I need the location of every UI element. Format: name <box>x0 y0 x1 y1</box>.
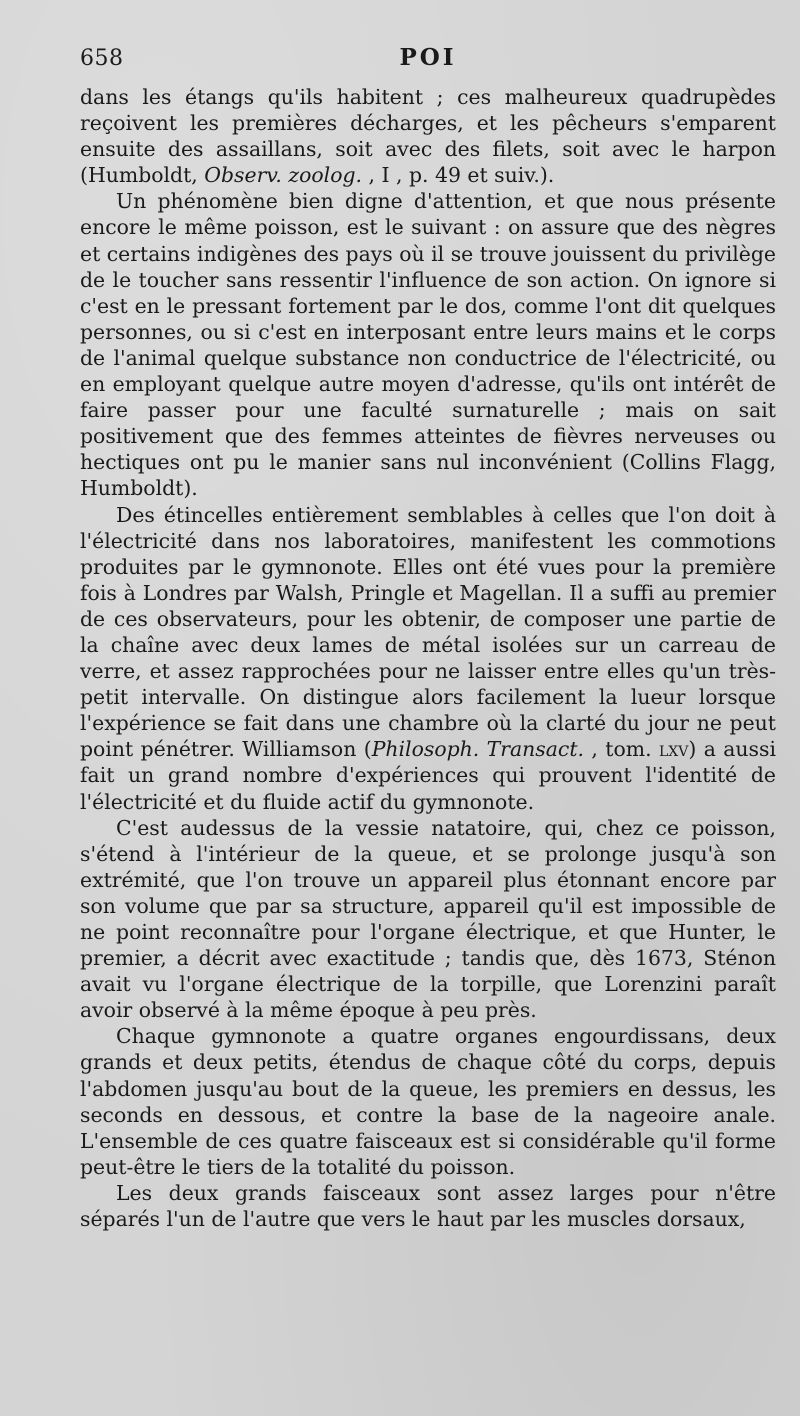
paragraph-text: C'est audessus de la vessie natatoire, qui, chez ce poisson, s'étend à l'intérieur de la queue, et se prolonge jusqu'à son extrémité, que l'on trouve un appareil plus étonnant encore par son volume que par sa structure, appareil qu'il est impossible de ne point reconnaître pour l'organe électrique, et que Hunter, le premier, a décrit avec exactitude ; tandis que, dès 1673, Sténon avait vu l'organe électrique de la torpille, que Lorenzini paraît avoir observé à la même époque à peu près. <box>80 815 776 1023</box>
paragraph-text: , I , p. 49 et suiv.). <box>362 163 555 188</box>
page-header <box>80 44 776 84</box>
paragraph-text: , tom. <box>584 737 659 762</box>
paragraph <box>80 188 776 501</box>
page-number: 658 <box>80 46 124 71</box>
paragraph <box>80 502 776 815</box>
paragraph <box>80 1180 776 1232</box>
running-head: POI <box>399 44 457 71</box>
paragraph <box>80 84 776 188</box>
paragraph-text: Un phénomène bien digne d'attention, et que nous présente encore le même poisson, est le suivant : on assure que des nègres et certains indigènes des pays où il se trouve jouissent du privilège de le toucher sans ressentir l'influence de son action. On ignore si c'est en le pressant fortement par le dos, comme l'ont dit quelques personnes, ou si c'est en interposant entre leurs mains et le corps de l'animal quelque substance non conductrice de l'électricité, ou en employant quelque autre moyen d'adresse, qu'ils ont intérêt de faire passer pour une faculté surnaturelle ; mais on sait positivement que des femmes atteintes de fièvres nerveuses ou hectiques ont pu le manier sans nul inconvénient (Collins Flagg, Humboldt). <box>80 189 776 501</box>
italic-citation: Observ. zoolog. <box>204 163 363 188</box>
paragraph-text: dans les étangs qu'ils habitent ; ces malheureux quadrupèdes reçoivent les premières décharges, et les pêcheurs s'emparent ensuite des assaillans, soit avec des filets, soit avec le harpon (Humboldt, <box>80 85 776 188</box>
paragraph <box>80 1023 776 1180</box>
paragraph-text: Chaque gymnonote a quatre organes engourdissans, deux grands et deux petits, étendus de chaque côté du corps, depuis l'abdomen jusqu'au bout de la queue, les premiers en dessus, les seconds en dessous, et contre la base de la nageoire anale. L'ensemble de ces quatre faisceaux est si considérable qu'il forme peut-être le tiers de la totalité du poisson. <box>80 1024 776 1179</box>
body-text <box>80 84 776 1232</box>
book-page <box>80 44 776 1384</box>
paragraph-text: Les deux grands faisceaux sont assez larges pour n'être séparés l'un de l'autre que vers le haut par les muscles dorsaux, <box>80 1180 776 1232</box>
paragraph-text: Des étincelles entièrement semblables à celles que l'on doit à l'électricité dans nos laboratoires, manifestent les commotions produites par le gymnonote. Elles ont été vues pour la première fois à Londres par Walsh, Pringle et Magellan. Il a suffi au premier de ces observateurs, pour les obtenir, de composer une partie de la chaîne avec deux lames de métal isolées sur un carreau de verre, et assez rapprochées pour ne laisser entre elles qu'un très-petit intervalle. On distingue alors facilement la lueur lorsque l'expérience se fait dans une chambre où la clarté du jour ne peut point pénétrer. Williamson ( <box>80 502 776 762</box>
small-caps-numeral: lxv <box>658 737 689 762</box>
italic-citation: Philosoph. Transact. <box>371 737 585 762</box>
paragraph-text: ) a aussi fait un grand nombre d'expériences qui prouvent l'identité de l'électricité et du fluide actif du gymnonote. <box>80 737 776 814</box>
paragraph <box>80 815 776 1024</box>
